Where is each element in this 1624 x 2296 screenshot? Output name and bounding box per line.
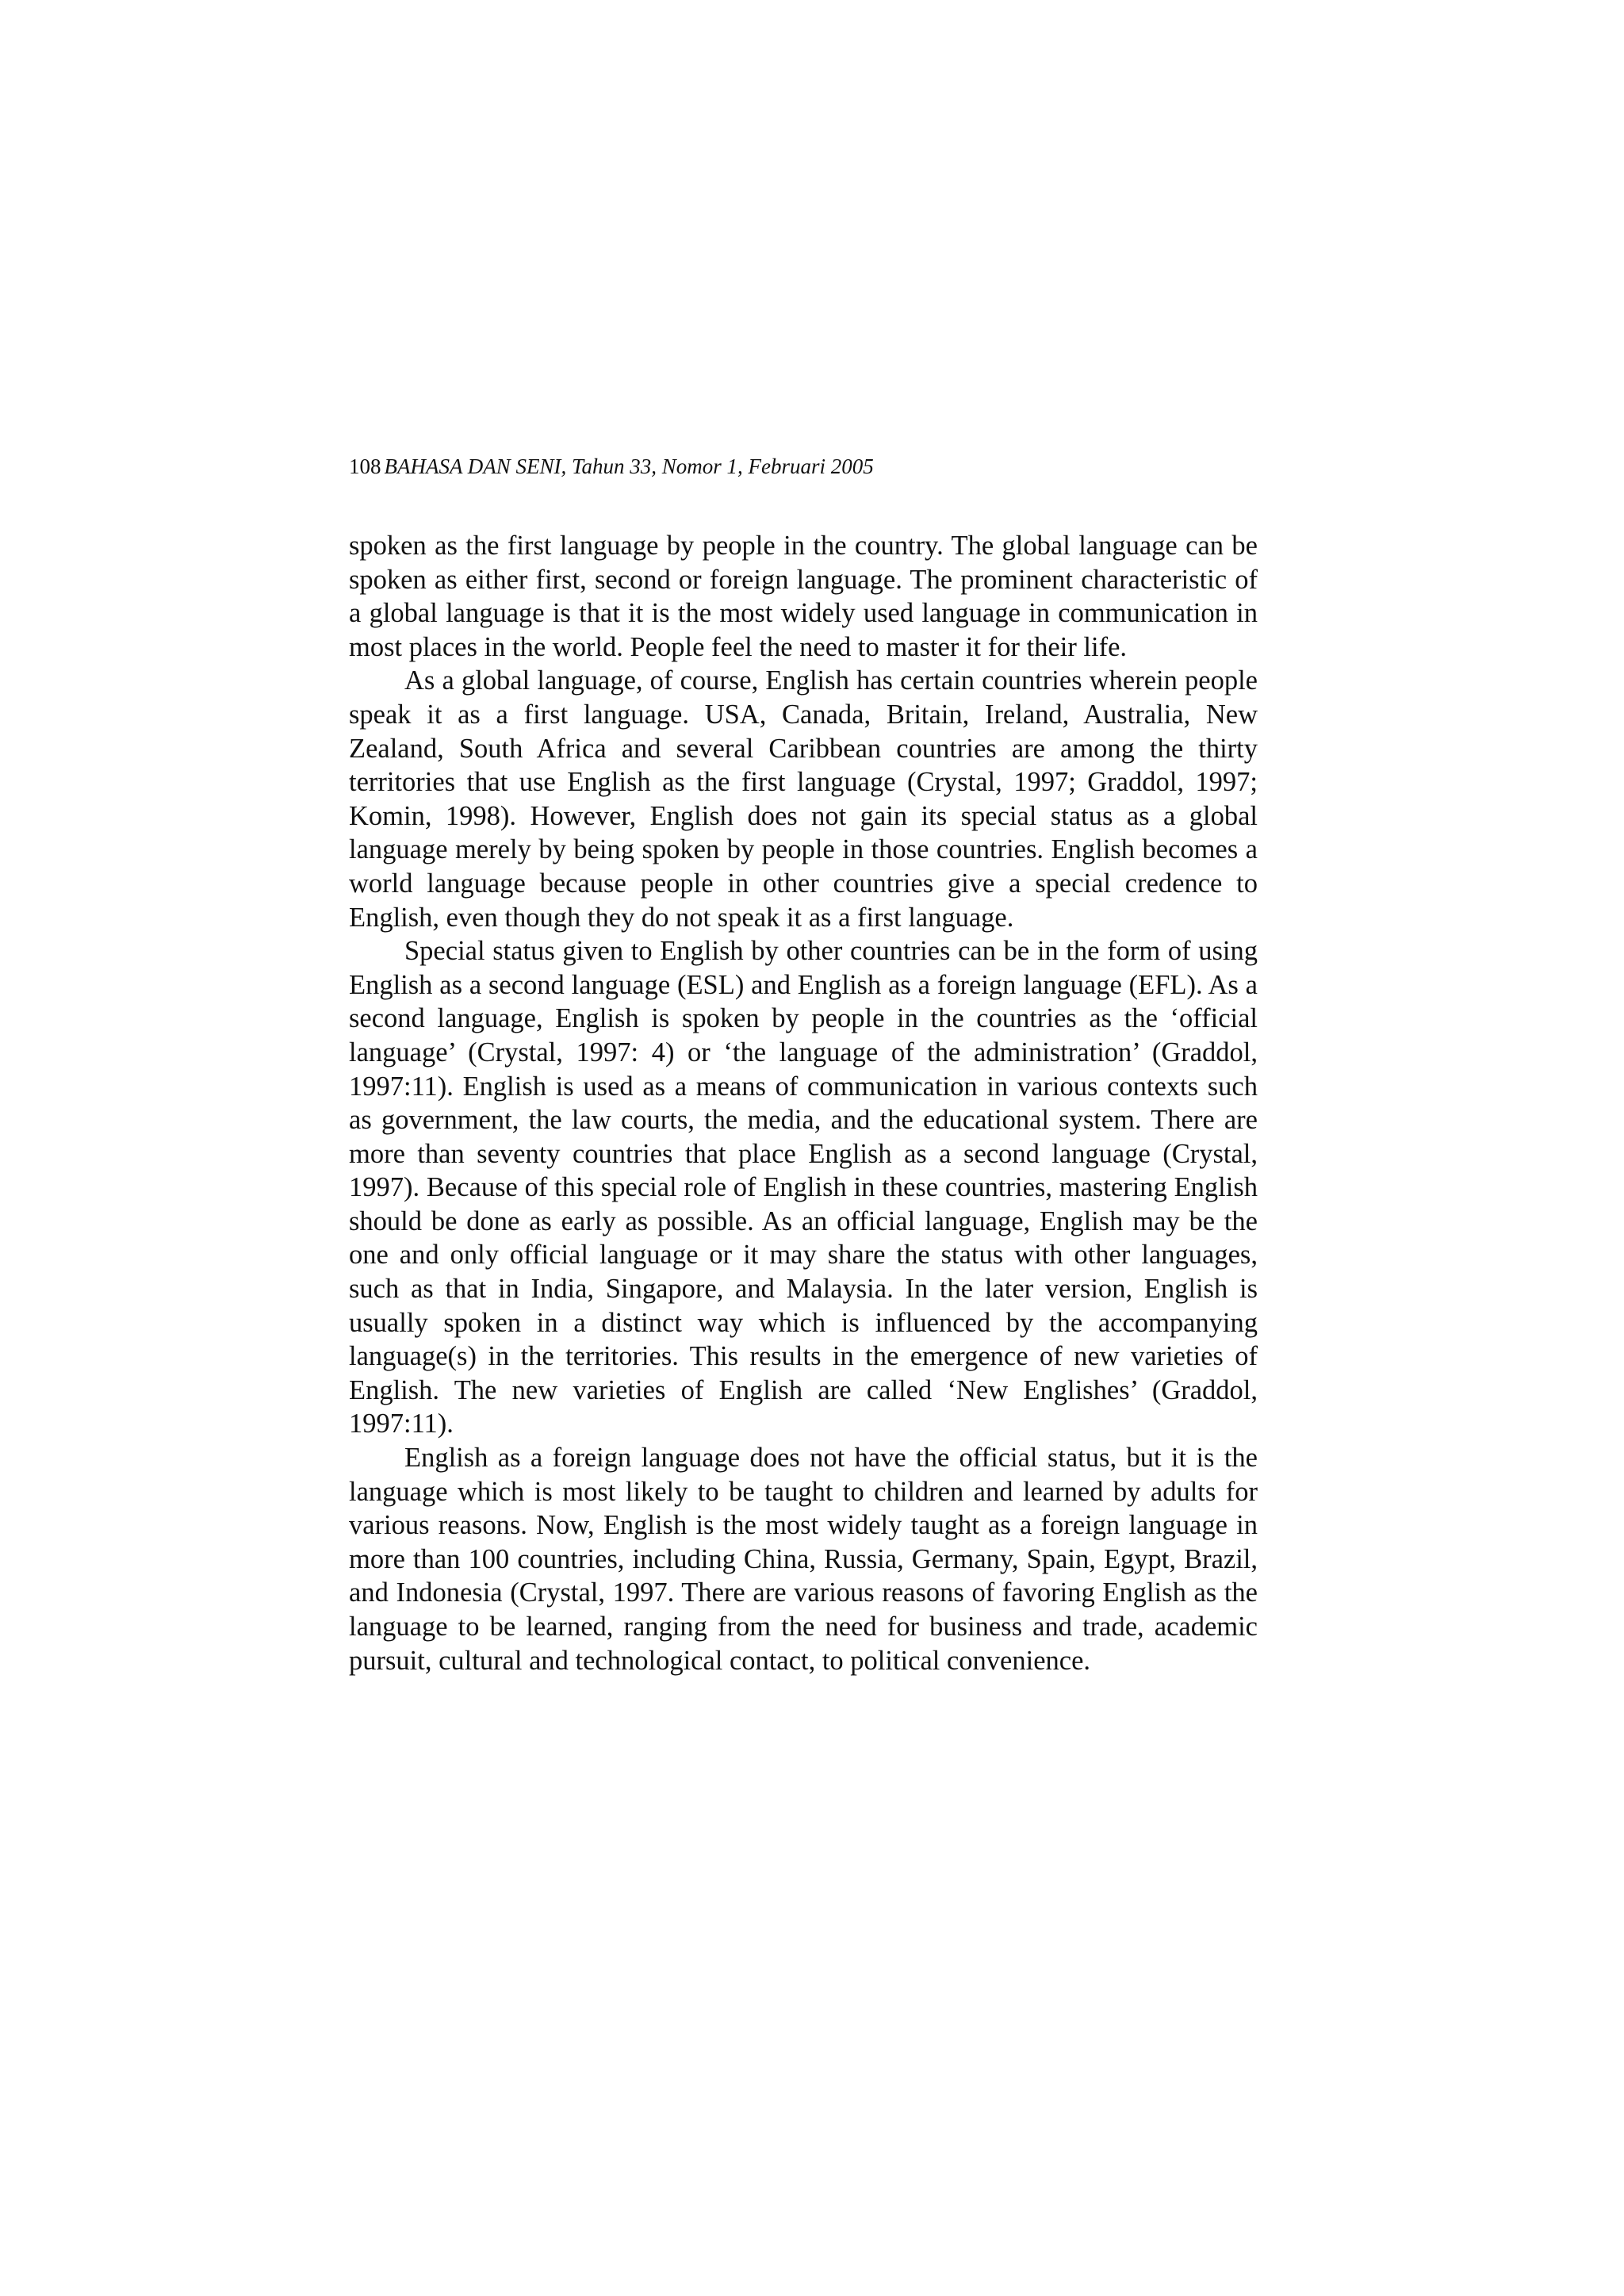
paragraph-first-language: As a global language, of course, English has certain countries wherein people speak it as a first language. USA, Canada, Britain, Ireland, Australia, New Zealand, South Africa and several Caribbean countries are among the thirty territories that use English as the first language (Crystal, 1997; Graddol, 1997; Komin, 1998). However, English does not gain its special status as a global language merely by being spoken by people in those countries. English becomes a world language because people in other countries give a special credence to English, even though they do not speak it as a first language. — [349, 665, 1258, 933]
paragraph-second-language: Special status given to English by other countries can be in the form of using English as a second language (ESL) and English as a foreign language (EFL). As a second language, English is spoken by people in the countries as the ‘official language’ (Crystal, 1997: 4) or ‘the language of the administration’ (Graddol, 1997:11). English is used as a means of communication in various contexts such as government, the law courts, the media, and the educational system. There are more than seventy countries that place English as a second language (Crystal, 1997). Because of this special role of English in these countries, mastering English should be done as early as possible. As an official language, English may be the one and only official language or it may share the status with other languages, such as that in India, Singapore, and Malaysia. In the later version, English is usually spoken in a distinct way which is influenced by the accompanying language(s) in the territories. This results in the emergence of new varieties of English. The new varieties of English are called ‘New Englishes’ (Graddol, 1997:11). — [349, 936, 1258, 1439]
running-header — [349, 450, 1261, 482]
page-number: 108 — [349, 454, 381, 478]
paragraph-continued: spoken as the first language by people in the country. The global language can be spoken as either first, second or foreign language. The prominent characteristic of a global language is that it is the most widely used language in communication in most places in the world. People feel the need to master it for their life. — [349, 531, 1258, 662]
paragraph-foreign-language: English as a foreign language does not have the official status, but it is the language which is most likely to be taught to children and learned by adults for various reasons. Now, English is the most widely taught as a foreign language in more than 100 countries, including China, Russia, Germany, Spain, Egypt, Brazil, and Indonesia (Crystal, 1997. There are various reasons of favoring English as the language to be learned, ranging from the need for business and trade, academic pursuit, cultural and technological contact, to political convenience. — [349, 1443, 1258, 1676]
body-text — [349, 529, 1258, 1677]
journal-citation: BAHASA DAN SENI, Tahun 33, Nomor 1, Februari 2005 — [384, 454, 874, 478]
